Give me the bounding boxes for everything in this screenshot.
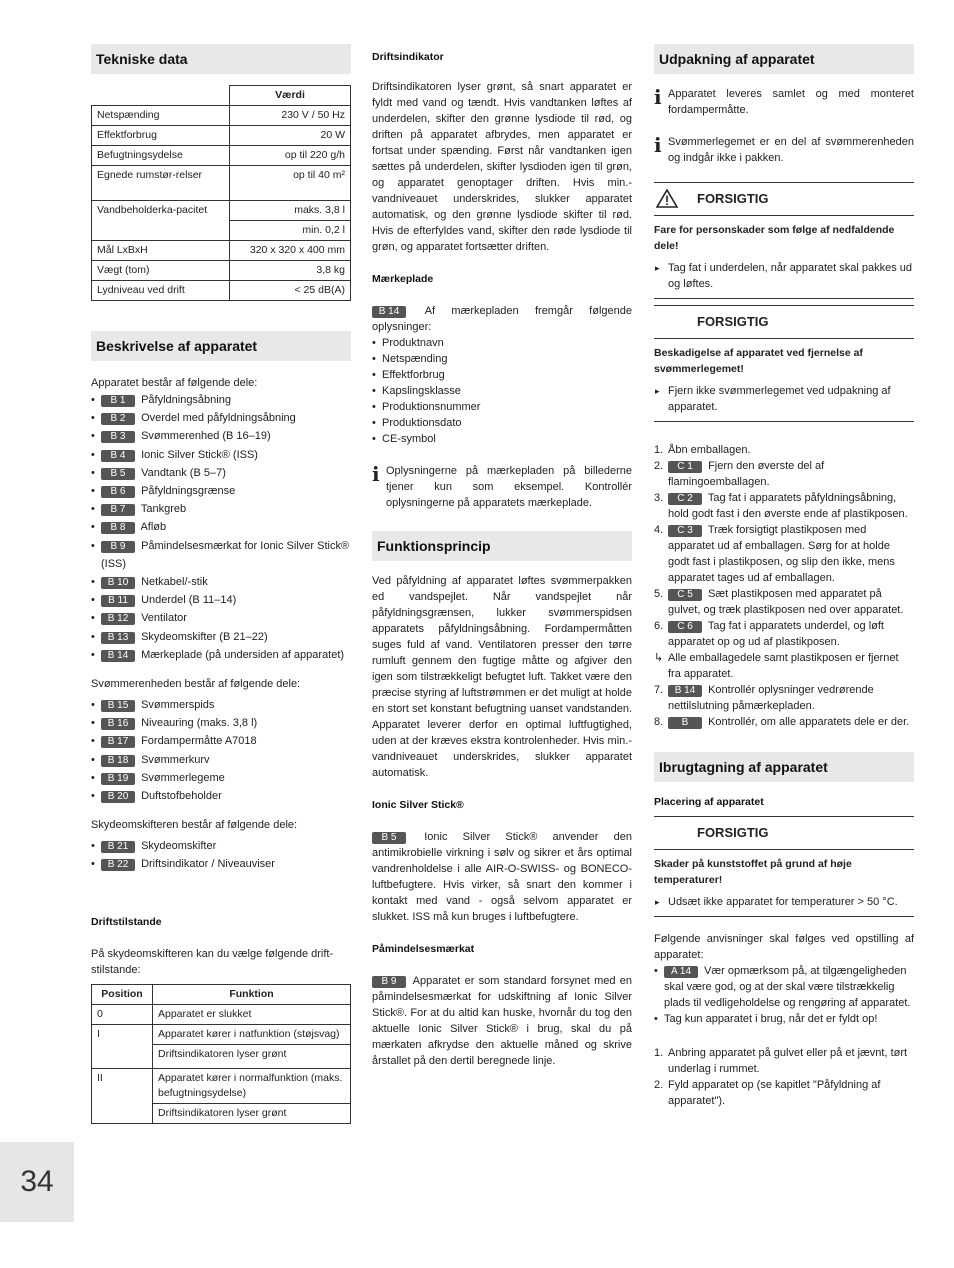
tech-value: maks. 3,8 l <box>230 201 351 221</box>
placement-badge: A 14 <box>664 966 698 978</box>
indicator-text: Driftsindikatoren lyser grønt, så snart apparatet er fyldt med vand og tændt. Hvis vandtanken løftes af underdelen, skifter den grønne lysdiode til rød, og driften på apparatet afbrydes, men apparatet er fortsat under spænding. Først når vandtanken igen sættes på underdelen, skifter lysdioden igen til grøn, og apparatet genoptager driften. Hvis min.-vandniveauet underskrides, slukker apparatet automatisk, og den grønne lysdiode skifter til rød. Hvis de efterfyldes vand, skifter den røde lysdiode til grøn, og apparatet fortsætter driften. <box>372 81 632 253</box>
caution-heading <box>654 312 914 332</box>
mode-function: Apparatet er slukket <box>153 1004 351 1024</box>
reminder-text <box>372 973 632 1069</box>
mode-position: II <box>92 1068 153 1123</box>
part-item <box>91 482 351 500</box>
parts-list <box>91 391 351 664</box>
placement-list <box>654 963 914 1027</box>
part-item <box>91 427 351 445</box>
step-item: 3. C 2 Tag fat i apparatets påfyldningsåbning, hold godt fast i den øverste ende af plastikposen. <box>654 492 908 520</box>
tech-label: Egnede rumstør-relser <box>92 166 230 201</box>
plate-item: • CE-symbol <box>372 431 632 447</box>
placement-text: Følgende anvisninger skal følges ved opstilling af apparatet: <box>654 933 914 961</box>
part-item <box>91 609 351 627</box>
part-item <box>91 500 351 518</box>
reminder-subheading: Påmindelsesmærkat <box>372 943 475 955</box>
section-title-tech-data: Tekniske data <box>91 44 351 74</box>
part-item <box>91 787 351 805</box>
tech-value: 3,8 kg <box>230 261 351 281</box>
info-icon: i <box>654 133 662 157</box>
part-item <box>91 769 351 787</box>
unpack-info-text: Svømmerlegemet er en del af svømmerenheden og indgår ikke i pakken. <box>668 136 914 164</box>
placement-item: • Tag kun apparatet i brug, når det er fyldt op! <box>654 1011 914 1027</box>
placement-subheading: Placering af apparatet <box>654 796 764 808</box>
column-left <box>91 44 351 1124</box>
caution-subtitle: Skader på kunststoffet på grund af høje temperaturer! <box>654 849 914 888</box>
warning-triangle-icon <box>656 189 678 214</box>
mode-function: Apparatet kører i natfunktion (støjsvag) <box>153 1024 351 1044</box>
placement-item: • A 14 Vær opmærksom på, at tilgængeligheden skal være god, og at der skal være tilstrækkelig plads til vedligeholdelse og rengøring af apparatet. <box>654 963 914 1011</box>
section-title-function: Funktionsprincip <box>372 531 632 561</box>
part-badge: B 12 <box>101 613 135 625</box>
reminder-body: Apparatet er som standard forsynet med en påmindelsesmærkat for udskiftning af Ionic Silver Stick®. For at du altid kan huske, hvornår du tog den aktuelle Ionic Silver Stick® i brug, skal du på mærkaten afkrydse den aktuelle måned og skrive årstallet på den dertil beregnede linje. <box>372 975 633 1067</box>
caution-item: ▸ Udsæt ikke apparatet for temperaturer > 50 °C. <box>654 894 914 917</box>
section-title-description: Beskrivelse af apparatet <box>91 331 351 361</box>
plate-info-text: Oplysningerne på mærkepladen på billederne tjener kun som eksempel. Kontrollér oplysningerne på apparatets mærkeplade. <box>386 465 632 509</box>
mode-function: Driftsindikatoren lyser grønt <box>153 1103 351 1123</box>
plate-item: • Produktionsnummer <box>372 399 632 415</box>
step-item: 5. C 5 Sæt plastikposen med apparatet på gulvet, og træk plastikposen ned over apparatet. <box>654 588 904 616</box>
part-badge: B 2 <box>101 413 135 425</box>
modes-text: På skydeomskifteren kan du vælge følgende drift-stilstande: <box>91 947 334 976</box>
part-label: Svømmerspids <box>141 699 215 712</box>
part-label: Påfyldningsåbning <box>141 394 231 406</box>
step-badge: B 14 <box>668 685 702 697</box>
result-arrow-icon: ↳ <box>654 652 664 664</box>
step-item: 4. C 3 Træk forsigtigt plastikposen med apparatet ud af emballagen. Sørg for at holde godt fast i plastikposen, og slip den ikke, mens apparatet tages ud af emballagen. <box>654 524 895 584</box>
step-item: 6. C 6 Tag fat i apparatets underdel, og løft apparatet op og ud af plastikposen. <box>654 620 884 648</box>
part-label: Svømmerkurv <box>141 753 210 766</box>
plate-list <box>372 335 632 447</box>
caution-box-3 <box>654 816 914 923</box>
part-badge: B 22 <box>101 859 135 871</box>
plate-item: • Produktnavn <box>372 335 632 351</box>
part-badge: B 14 <box>101 650 135 662</box>
desc-intro: Apparatet består af følgende dele: <box>91 377 258 389</box>
part-badge: B 16 <box>101 718 135 730</box>
part-label: Mærkeplade (på undersiden af apparatet) <box>141 648 345 661</box>
plate-item: • Effektforbrug <box>372 367 632 383</box>
part-badge: B 19 <box>101 773 135 785</box>
part-item <box>91 855 351 873</box>
plate-item: • Netspænding <box>372 351 632 367</box>
iss-subheading: Ionic Silver Stick® <box>372 799 464 811</box>
info-icon: i <box>654 85 662 109</box>
info-icon: i <box>372 462 380 486</box>
caution-item: ▸ Tag fat i underdelen, når apparatet skal pakkes ud og løftes. <box>654 260 914 292</box>
part-badge: B 15 <box>101 700 135 712</box>
part-badge: B 13 <box>101 632 135 644</box>
caution-subtitle: Fare for personskader som følge af nedfaldende dele! <box>654 215 914 254</box>
part-label: Tankgreb <box>140 503 187 516</box>
caution-box-2 <box>654 305 914 422</box>
tech-value: 20 W <box>230 126 351 146</box>
modes-subheading: Driftstilstande <box>91 915 162 928</box>
mode-function: Driftsindikatoren lyser grønt <box>153 1044 351 1068</box>
step-item: 2. Fyld apparatet op (se kapitlet "Påfyldning af apparatet"). <box>654 1079 881 1107</box>
part-badge: B 3 <box>101 431 135 443</box>
modes-table <box>91 984 351 1124</box>
part-badge: B 6 <box>101 486 135 498</box>
tech-value: op til 220 g/h <box>230 146 351 166</box>
step-item: 1. Åbn emballagen. <box>654 444 751 456</box>
part-badge: B 21 <box>101 841 135 853</box>
part-badge: B 8 <box>101 522 135 534</box>
part-badge: B 7 <box>101 504 135 516</box>
tech-value: < 25 dB(A) <box>230 281 351 301</box>
part-badge: B 17 <box>101 736 135 748</box>
step-item: 2. C 1 Fjern den øverste del af flamingoemballagen. <box>654 460 825 488</box>
column-middle <box>372 44 632 1069</box>
indicator-subheading: Driftsindikator <box>372 51 444 63</box>
unpack-info-text: Apparatet leveres samlet og med monteret fordampermåtte. <box>668 88 914 116</box>
part-badge: B 9 <box>101 541 135 553</box>
float-intro: Svømmerenheden består af følgende dele: <box>91 678 301 691</box>
caution-heading <box>654 189 914 209</box>
part-item <box>91 696 351 714</box>
plate-info <box>372 463 632 511</box>
plate-subheading: Mærkeplade <box>372 273 434 285</box>
step-item: 1. Anbring apparatet på gulvet eller på et jævnt, tørt underlag i rummet. <box>654 1047 908 1075</box>
plate-intro: Af mærkepladen fremgår følgende oplysninger: <box>372 305 632 333</box>
part-label: Påfyldningsgrænse <box>141 485 236 498</box>
tech-header-value: Værdi <box>230 86 351 106</box>
mode-position: I <box>92 1024 153 1068</box>
caution-box-1 <box>654 182 914 299</box>
unpack-steps <box>654 442 914 730</box>
part-label: Fordampermåtte A7018 <box>141 735 257 748</box>
caution-subtitle: Beskadigelse af apparatet ved fjernelse af svømmerlegemet! <box>654 338 914 377</box>
part-label: Afløb <box>140 521 167 534</box>
plate-badge: B 14 <box>372 306 406 318</box>
part-badge: B 5 <box>101 468 135 480</box>
mode-position: 0 <box>92 1004 153 1024</box>
tech-label: Effektforbrug <box>92 126 230 146</box>
part-item <box>91 591 351 609</box>
plate-item: • Kapslingsklasse <box>372 383 632 399</box>
tech-label: Mål LxBxH <box>92 241 230 261</box>
column-right <box>654 44 914 1109</box>
caution-label: FORSIGTIG <box>697 191 769 206</box>
part-item <box>91 628 351 646</box>
tech-label: Vandbeholderka-pacitet <box>92 201 230 241</box>
step-badge: C 5 <box>668 589 702 601</box>
tech-label: Befugtningsydelse <box>92 146 230 166</box>
tech-value: op til 40 m² <box>230 166 351 201</box>
part-item <box>91 537 351 573</box>
part-label: Driftsindikator / Niveauviser <box>141 858 275 871</box>
unpack-info-2 <box>654 134 914 166</box>
part-item <box>91 646 351 664</box>
final-steps <box>654 1045 914 1109</box>
mode-function: Apparatet kører i normalfunktion (maks. befugtningsydelse) <box>153 1068 351 1103</box>
part-item <box>91 573 351 591</box>
iss-badge: B 5 <box>372 832 406 844</box>
part-label: Netkabel/-stik <box>141 576 208 589</box>
caution-label: FORSIGTIG <box>697 314 769 329</box>
iss-body: Ionic Silver Stick® anvender den antimikrobielle virkning i sølv og sikrer et års optimal vandrenholdelse i alle AIR-O-SWISS- og BONECO-luftbefugtere. Hvis virker, så snart den kommer i kontakt med vand - også selvom apparatet er slukket. ISS må kun bruges i luftbefugtere. <box>372 831 632 923</box>
iss-text <box>372 829 632 925</box>
part-item <box>91 732 351 750</box>
part-badge: B 10 <box>101 577 135 589</box>
tech-data-table <box>91 85 351 301</box>
part-badge: B 11 <box>101 595 135 607</box>
unpack-info-1 <box>654 86 914 118</box>
step-item: 7. B 14 Kontrollér oplysninger vedrørende nettilslutning påmærkepladen. <box>654 684 874 712</box>
step-item: 8. B Kontrollér, om alle apparatets dele er der. <box>654 716 910 728</box>
tech-value: 320 x 320 x 400 mm <box>230 241 351 261</box>
part-item <box>91 714 351 732</box>
part-label: Ventilator <box>141 612 187 625</box>
part-item <box>91 837 351 855</box>
tech-value: 230 V / 50 Hz <box>230 106 351 126</box>
switch-intro: Skydeomskifteren består af følgende dele: <box>91 819 298 832</box>
step-badge: B <box>668 717 702 729</box>
part-label: Skydeomskifter (B 21–22) <box>141 630 268 643</box>
float-parts-list <box>91 696 351 805</box>
section-title-unpacking: Udpakning af apparatet <box>654 44 914 74</box>
plate-text <box>372 303 632 335</box>
step-result: ↳ Alle emballagedele samt plastikposen er fjernet fra apparatet. <box>654 652 899 680</box>
part-label: Underdel (B 11–14) <box>141 594 237 607</box>
part-label: Påmindelsesmærkat for Ionic Silver Stick® (ISS) <box>101 539 350 570</box>
tech-label: Netspænding <box>92 106 230 126</box>
part-item <box>91 464 351 482</box>
part-badge: B 4 <box>101 450 135 462</box>
part-item <box>91 518 351 536</box>
caution-item: ▸ Fjern ikke svømmerlegemet ved udpakning af apparatet. <box>654 383 914 415</box>
part-label: Overdel med påfyldningsåbning <box>141 412 296 425</box>
part-label: Vandtank (B 5–7) <box>141 466 226 479</box>
part-label: Svømmerlegeme <box>141 771 225 784</box>
modes-header-position: Position <box>92 984 153 1004</box>
caution-label: FORSIGTIG <box>697 825 769 840</box>
tech-label: Lydniveau ved drift <box>92 281 230 301</box>
part-label: Svømmerenhed (B 16–19) <box>141 430 271 443</box>
part-item <box>91 391 351 409</box>
section-title-commissioning: Ibrugtagning af apparatet <box>654 752 914 782</box>
step-badge: C 3 <box>668 525 702 537</box>
function-text: Ved påfyldning af apparatet løftes svømmerpakken ed vandspejlet. Når vandspejlet når påfyldningsgrænsen, lukker svømmerspidsen apparatets påfyldningsåbning. Fordampermåtten suges fuld af vand. Ventilatoren presser den tørre rumluft gennem den fugtige måtte og afgiver den igen som tilstrækkeligt befugtet luft. Takket være den præcise styring af luftstrømmen er det muligt at holde en stort set konstant befugtning uanset vandstanden. Apparatet leverer derfor en optimal luftfugtighed, uden at der kræves ekstra kontrolenheder. Hvis min.-vandniveauet underskrides, slukker apparatet automatisk. <box>372 575 632 779</box>
part-label: Skydeomskifter <box>141 840 217 853</box>
part-item <box>91 409 351 427</box>
part-badge: B 18 <box>101 755 135 767</box>
part-item <box>91 446 351 464</box>
part-label: Ionic Silver Stick® (ISS) <box>141 448 258 461</box>
part-badge: B 1 <box>101 395 135 407</box>
caution-heading <box>654 823 914 843</box>
page-number: 34 <box>0 1142 74 1222</box>
step-badge: C 2 <box>668 493 702 505</box>
modes-header-function: Funktion <box>153 984 351 1004</box>
step-badge: C 6 <box>668 621 702 633</box>
tech-value: min. 0,2 l <box>230 221 351 241</box>
part-badge: B 20 <box>101 791 135 803</box>
part-label: Duftstofbeholder <box>141 790 222 803</box>
reminder-badge: B 9 <box>372 976 406 988</box>
plate-item: • Produktionsdato <box>372 415 632 431</box>
part-item <box>91 751 351 769</box>
switch-parts-list <box>91 837 351 873</box>
step-badge: C 1 <box>668 461 702 473</box>
part-label: Niveauring (maks. 3,8 l) <box>141 717 258 730</box>
tech-label: Vægt (tom) <box>92 261 230 281</box>
